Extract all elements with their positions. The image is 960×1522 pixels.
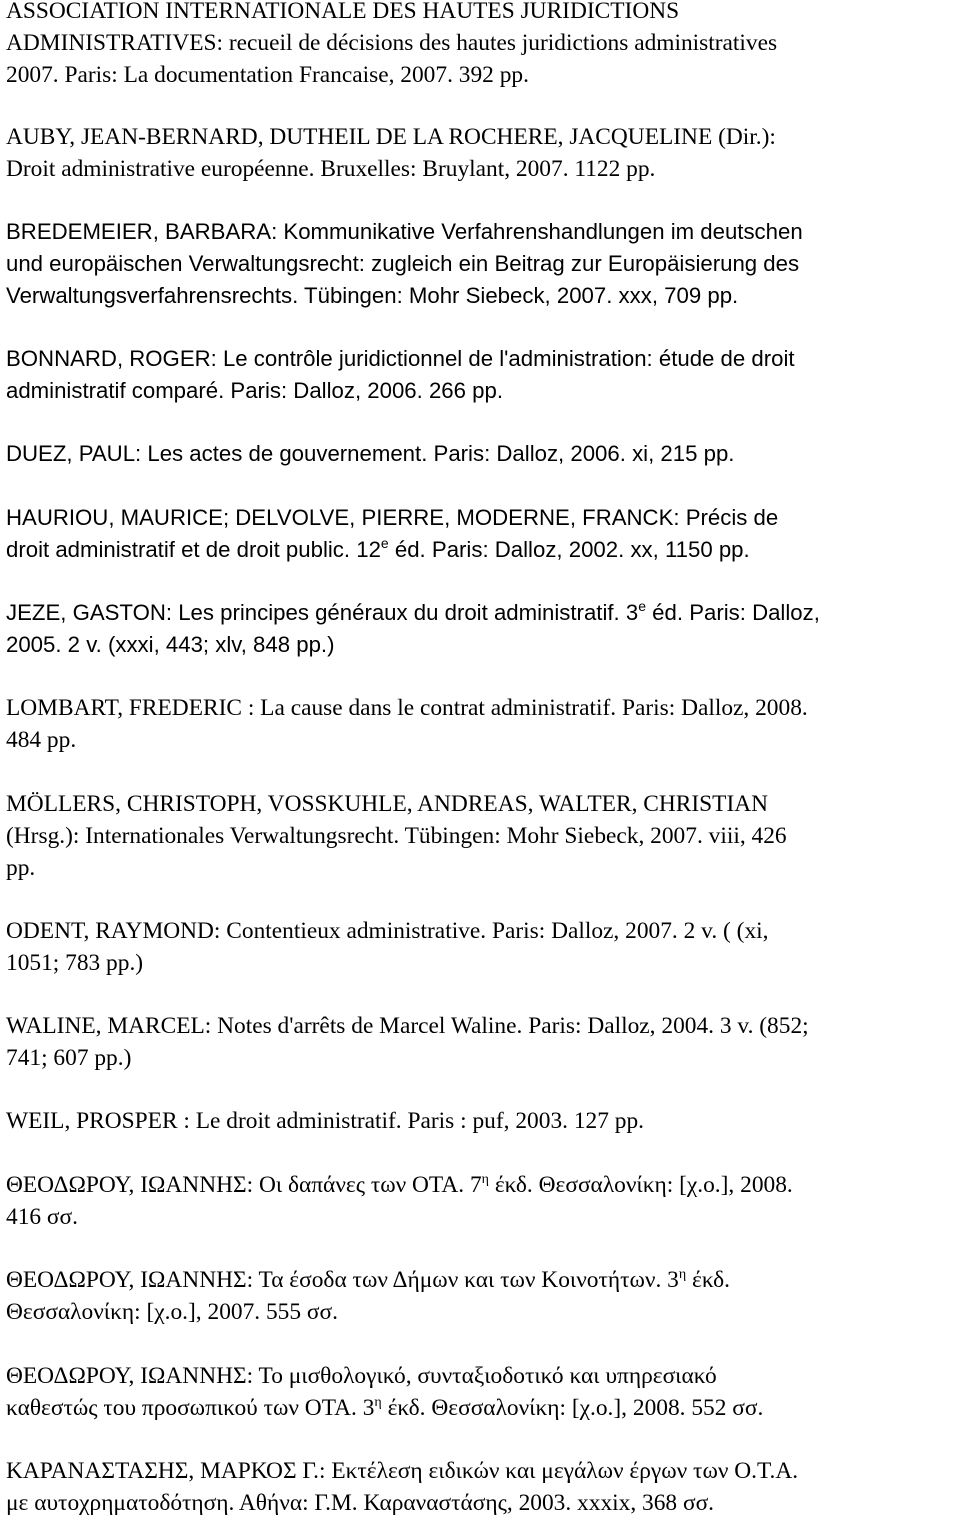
entry-line: 1051; 783 pp.) (6, 950, 144, 976)
entry-line: Verwaltungsverfahrensrechts. Tübingen: Mohr Siebeck, 2007. xxx, 709 pp. (6, 283, 739, 308)
entry-line: με αυτοχρηματοδότηση. Αθήνα: Γ.Μ. Καραναστάσης, 2003. xxxix, 368 σσ. (6, 1490, 715, 1516)
entry-line: WALINE, MARCEL: Notes d'arrêts de Marcel Waline. Paris: Dalloz, 2004. 3 v. (852; (6, 1013, 809, 1039)
bibliography-entry (6, 692, 958, 756)
entry-text: éd. Paris: Dalloz, (646, 600, 820, 625)
entry-line: AUBY, JEAN-BERNARD, DUTHEIL DE LA ROCHERE, JACQUELINE (Dir.): (6, 124, 776, 150)
bibliography-entry (6, 1264, 958, 1328)
entry-text: droit administratif et de droit public. 12 (6, 537, 381, 562)
entry-line (6, 1172, 793, 1198)
bibliography-entry (6, 1360, 958, 1424)
bibliography-entry (6, 502, 958, 566)
edition-superscript: e (638, 598, 647, 614)
entry-line: BONNARD, ROGER: Le contrôle juridictionnel de l'administration: étude de droit (6, 346, 795, 371)
entry-text: έκδ. Θεσσαλονίκη: [χ.ο.], 2008. 552 σσ. (381, 1395, 764, 1421)
bibliography-entry (6, 788, 958, 884)
entry-line: 2007. Paris: La documentation Francaise, 2007. 392 pp. (6, 62, 529, 88)
entry-line: MÖLLERS, CHRISTOPH, VOSSKUHLE, ANDREAS, WALTER, CHRISTIAN (6, 791, 769, 817)
entry-line: ODENT, RAYMOND: Contentieux administrative. Paris: Dalloz, 2007. 2 v. ( (xi, (6, 918, 769, 944)
entry-line: HAURIOU, MAURICE; DELVOLVE, PIERRE, MODERNE, FRANCK: Précis de (6, 505, 779, 530)
entry-line: 2005. 2 v. (xxxi, 443; xlv, 848 pp.) (6, 632, 335, 657)
entry-line: ΚΑΡΑΝΑΣΤΑΣΗΣ, ΜΑΡΚΟΣ Γ.: Εκτέλεση ειδικών και μεγάλων έργων των Ο.Τ.Α. (6, 1458, 799, 1484)
entry-line (6, 537, 750, 562)
entry-line (6, 1395, 763, 1421)
entry-text: éd. Paris: Dalloz, 2002. xx, 1150 pp. (388, 537, 750, 562)
entry-line: und europäischen Verwaltungsrecht: zugleich ein Beitrag zur Europäisierung des (6, 251, 800, 276)
bibliography-entry (6, 216, 958, 312)
entry-line: Droit administrative européenne. Bruxelles: Bruylant, 2007. 1122 pp. (6, 156, 656, 182)
entry-text: ΘΕΟΔΩΡΟΥ, ΙΩΑΝΝΗΣ: Τα έσοδα των Δήμων και των Κοινοτήτων. 3 (6, 1267, 679, 1293)
entry-line: WEIL, PROSPER : Le droit administratif. Paris : puf, 2003. 127 pp. (6, 1108, 645, 1134)
bibliography-entry (6, 343, 958, 407)
edition-superscript: η (374, 1395, 382, 1410)
entry-text: έκδ. Θεσσαλονίκη: [χ.ο.], 2008. (488, 1172, 793, 1198)
bibliography-entry (6, 597, 958, 661)
entry-line: BREDEMEIER, BARBARA: Kommunikative Verfahrenshandlungen im deutschen (6, 219, 803, 244)
entry-line: 416 σσ. (6, 1204, 78, 1230)
bibliography-entry (6, 915, 958, 979)
entry-text: JEZE, GASTON: Les principes généraux du droit administratif. 3 (6, 600, 639, 625)
bibliography-entry (6, 1105, 958, 1137)
entry-line: 741; 607 pp.) (6, 1045, 132, 1071)
bibliography-entry (6, 0, 958, 91)
entry-line: DUEZ, PAUL: Les actes de gouvernement. Paris: Dalloz, 2006. xi, 215 pp. (6, 441, 735, 466)
entry-line: pp. (6, 855, 36, 881)
entry-line (6, 1267, 730, 1293)
entry-text: ΘΕΟΔΩΡΟΥ, ΙΩΑΝΝΗΣ: Οι δαπάνες των ΟΤΑ. 7 (6, 1172, 482, 1198)
entry-text: καθεστώς του προσωπικού των ΟΤΑ. 3 (6, 1395, 375, 1421)
entry-line: ASSOCIATION INTERNATIONALE DES HAUTES JURIDICTIONS (6, 0, 680, 24)
entry-line: ADMINISTRATIVES: recueil de décisions des hautes juridictions administratives (6, 30, 778, 56)
entry-line: Θεσσαλονίκη: [χ.ο.], 2007. 555 σσ. (6, 1299, 338, 1325)
entry-line: administratif comparé. Paris: Dalloz, 2006. 266 pp. (6, 378, 503, 403)
entry-line: ΘΕΟΔΩΡΟΥ, ΙΩΑΝΝΗΣ: Το μισθολογικό, συνταξιοδοτικό και υπηρεσιακό (6, 1363, 717, 1389)
entry-line: 484 pp. (6, 727, 77, 753)
edition-superscript: η (481, 1172, 489, 1187)
bibliography-entry (6, 438, 958, 470)
bibliography-entry (6, 1169, 958, 1233)
edition-superscript: η (678, 1267, 687, 1282)
entry-line (6, 600, 820, 625)
bibliography-entry (6, 1010, 958, 1074)
bibliography-entry (6, 121, 958, 185)
entry-line: LOMBART, FREDERIC : La cause dans le contrat administratif. Paris: Dalloz, 2008. (6, 695, 808, 721)
entry-text: έκδ. (686, 1267, 730, 1293)
entry-line: (Hrsg.): Internationales Verwaltungsrecht. Tübingen: Mohr Siebeck, 2007. viii, 426 (6, 823, 787, 849)
edition-superscript: e (380, 535, 389, 551)
bibliography-entry (6, 1455, 958, 1519)
